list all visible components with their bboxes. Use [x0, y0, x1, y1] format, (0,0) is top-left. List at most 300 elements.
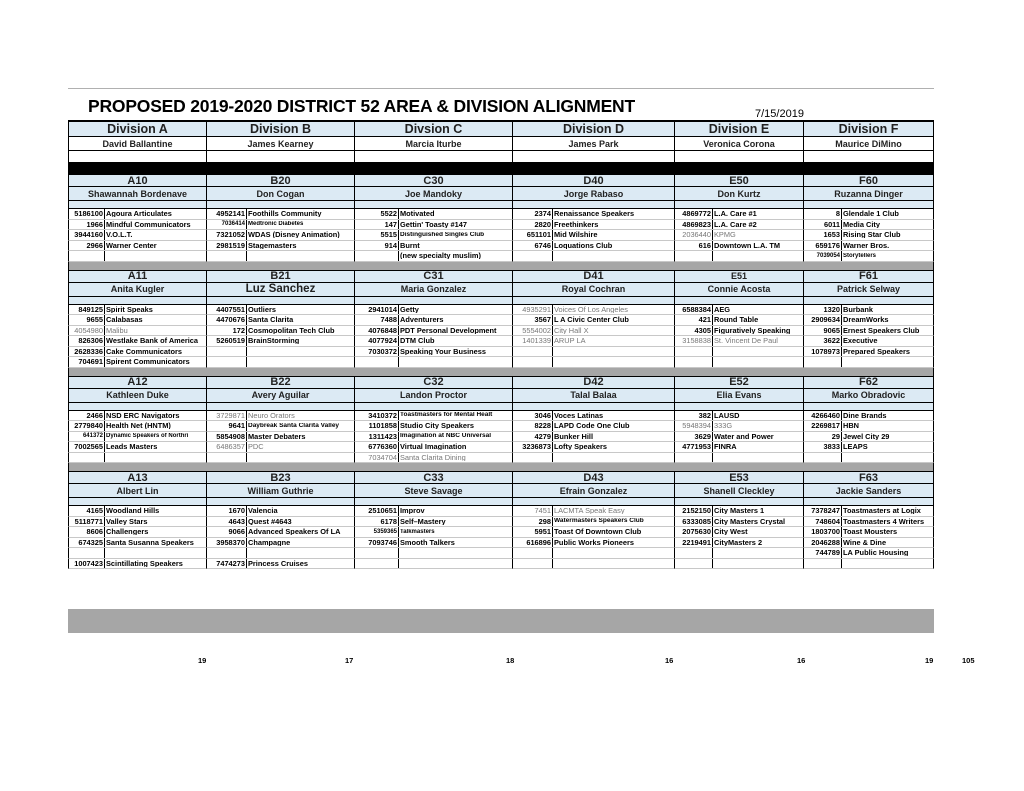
club-number: 2628336	[69, 347, 105, 357]
club-cell	[68, 517, 207, 528]
club-cell	[207, 241, 355, 252]
club-row	[68, 220, 934, 231]
club-name: 333G	[714, 422, 733, 430]
area-director: Shawannah Bordenave	[68, 187, 207, 201]
area-gap-cell	[513, 297, 675, 305]
club-cell	[355, 506, 513, 517]
club-cell	[513, 432, 675, 443]
area-director: Steve Savage	[355, 484, 513, 498]
club-number: 4869772	[675, 209, 713, 219]
area-director-row	[68, 187, 934, 201]
club-number	[675, 251, 713, 261]
club-cell	[804, 548, 934, 559]
club-name: LEAPS	[843, 443, 868, 451]
club-cell	[513, 230, 675, 241]
club-cell	[68, 559, 207, 570]
club-name: Talkmasters	[400, 528, 435, 535]
club-name: Distinguished Singles Club	[400, 231, 485, 238]
area-header-row	[68, 376, 934, 389]
club-name: Toastmasters for Mental Healt	[400, 412, 493, 418]
club-name: St. Vincent De Paul	[714, 337, 778, 345]
club-number: 4279	[513, 432, 553, 442]
club-name: Public Works Pioneers	[554, 538, 634, 546]
club-cell	[513, 220, 675, 231]
area-director: Avery Aguilar	[207, 389, 355, 403]
club-name: Health Net (HNTM)	[106, 422, 171, 430]
club-name: Santa Susanna Speakers	[106, 538, 194, 546]
club-name: Gettin' Toasty #147	[400, 220, 467, 228]
area-gap-row	[68, 297, 934, 305]
club-cell	[355, 336, 513, 347]
club-number: 8606	[69, 527, 105, 537]
club-cell	[804, 251, 934, 262]
club-number: 3622	[804, 336, 842, 346]
area-label: B20	[207, 175, 355, 187]
club-cell	[675, 559, 804, 570]
club-cell	[68, 336, 207, 347]
club-cell	[675, 241, 804, 252]
divider-bar	[68, 163, 934, 174]
area-director-row	[68, 389, 934, 403]
club-number: 2046288	[804, 538, 842, 548]
club-name: Toastmasters 4 Writers	[843, 517, 925, 525]
club-cell	[804, 421, 934, 432]
club-number: 748604	[804, 517, 842, 527]
club-name: Daybreak Santa Clarita Valley	[248, 422, 340, 429]
footer-band	[68, 609, 934, 633]
club-number: 2981519	[207, 241, 247, 251]
club-name: LACMTA Speak Easy	[554, 507, 625, 515]
club-cell	[68, 241, 207, 252]
club-number: 4077924	[355, 336, 399, 346]
area-label: C33	[355, 472, 513, 484]
club-cell	[513, 305, 675, 316]
club-number: 1653	[804, 230, 842, 240]
club-name: Round Table	[714, 316, 759, 324]
club-number: 3158838	[675, 336, 713, 346]
club-number: 2269817	[804, 421, 842, 431]
club-cell	[207, 326, 355, 337]
area-separator	[68, 368, 934, 376]
club-row	[68, 411, 934, 422]
club-cell	[207, 432, 355, 443]
division-header-row	[68, 120, 934, 137]
area-label: F60	[804, 175, 934, 187]
club-number	[355, 251, 399, 261]
club-number: 7030372	[355, 347, 399, 357]
area-gap-row	[68, 201, 934, 209]
club-number: 616	[675, 241, 713, 251]
area-label: F61	[804, 271, 934, 283]
area-gap-cell	[804, 498, 934, 506]
club-cell	[68, 220, 207, 231]
club-name: Agoura Articulates	[106, 210, 172, 218]
club-number: 674325	[69, 538, 105, 548]
club-number	[355, 559, 399, 569]
club-name: Malibu	[106, 326, 128, 334]
club-name: ARUP LA	[554, 337, 586, 345]
area-label: A10	[68, 175, 207, 187]
club-name: Voces Latinas	[554, 411, 604, 419]
club-name: WDAS (Disney Animation)	[248, 231, 340, 239]
area-gap-cell	[355, 201, 513, 209]
club-number	[675, 453, 713, 463]
club-cell	[804, 209, 934, 220]
division-director: Maurice DiMino	[804, 137, 934, 151]
club-cell	[68, 421, 207, 432]
club-cell	[804, 241, 934, 252]
division-club-count: 18	[506, 656, 515, 665]
club-cell	[355, 442, 513, 453]
area-header-row	[68, 270, 934, 283]
club-number: 4054980	[69, 326, 105, 336]
club-cell	[804, 347, 934, 358]
club-name: PDT Personal Development	[400, 326, 497, 334]
division-label: Division E	[675, 122, 804, 137]
club-number: 7034704	[355, 453, 399, 463]
club-cell	[207, 357, 355, 368]
club-name: City Masters Crystal	[714, 517, 786, 525]
club-number: 1101858	[355, 421, 399, 431]
club-cell	[207, 538, 355, 549]
club-row	[68, 357, 934, 368]
area-director: Jorge Rabaso	[513, 187, 675, 201]
division-label: Division B	[207, 122, 355, 137]
club-number: 7002565	[69, 442, 105, 452]
club-cell	[675, 347, 804, 358]
club-cell	[513, 559, 675, 570]
area-gap-cell	[804, 297, 934, 305]
club-name: Loquations Club	[554, 241, 613, 249]
club-number	[69, 453, 105, 463]
club-number: 6011	[804, 220, 842, 230]
club-number: 6333085	[675, 517, 713, 527]
club-cell	[355, 241, 513, 252]
club-number	[513, 548, 553, 558]
club-name: DreamWorks	[843, 316, 889, 324]
club-name: Burnt	[400, 241, 420, 249]
club-name: LA Public Housing	[843, 549, 909, 557]
club-cell	[804, 453, 934, 464]
club-name: City Hall X	[554, 326, 589, 334]
club-number: 4470676	[207, 315, 247, 325]
club-number	[513, 453, 553, 463]
club-name: Downtown L.A. TM	[714, 241, 781, 249]
club-number	[207, 548, 247, 558]
club-number	[513, 559, 553, 569]
club-cell	[513, 411, 675, 422]
club-number	[355, 357, 399, 367]
club-cell	[355, 220, 513, 231]
division-club-count: 16	[797, 656, 806, 665]
club-cell	[513, 357, 675, 368]
area-block	[68, 174, 934, 262]
club-cell	[68, 326, 207, 337]
area-gap-cell	[675, 403, 804, 411]
club-number: 3410372	[355, 411, 399, 421]
area-director: Ruzanna Dinger	[804, 187, 934, 201]
club-name: Mid Wilshire	[554, 231, 598, 239]
area-director: Patrick Selway	[804, 283, 934, 297]
club-number: 421	[675, 315, 713, 325]
club-row	[68, 442, 934, 453]
club-name: CityMasters 2	[714, 538, 763, 546]
club-number: 3046	[513, 411, 553, 421]
club-number: 9065	[804, 326, 842, 336]
division-club-count: 19	[925, 656, 934, 665]
area-label: B23	[207, 472, 355, 484]
area-label: E50	[675, 175, 804, 187]
club-number: 2779840	[69, 421, 105, 431]
club-cell	[207, 347, 355, 358]
area-director: Don Cogan	[207, 187, 355, 201]
club-number: 744789	[804, 548, 842, 558]
club-name: Warner Center	[106, 241, 157, 249]
club-name: Spirent Communicators	[106, 358, 190, 366]
blank-row	[68, 151, 934, 163]
club-cell	[207, 548, 355, 559]
club-row	[68, 517, 934, 528]
club-number: 6178	[355, 517, 399, 527]
club-row	[68, 209, 934, 220]
club-cell	[355, 230, 513, 241]
area-block	[68, 270, 934, 368]
area-director-row	[68, 484, 934, 498]
club-name: LAUSD	[714, 411, 740, 419]
division-club-count: 16	[665, 656, 674, 665]
club-name: Scintillating Speakers	[106, 559, 183, 567]
club-cell	[355, 209, 513, 220]
club-name: Voices Of Los Angeles	[554, 305, 628, 313]
club-number: 1401339	[513, 336, 553, 346]
club-cell	[675, 336, 804, 347]
club-number: 2966	[69, 241, 105, 251]
club-number: 5854908	[207, 432, 247, 442]
club-cell	[68, 251, 207, 262]
club-cell	[675, 442, 804, 453]
club-number: 172	[207, 326, 247, 336]
club-cell	[68, 538, 207, 549]
club-cell	[804, 230, 934, 241]
club-cell	[207, 230, 355, 241]
club-number: 5515	[355, 230, 399, 240]
club-number	[513, 357, 553, 367]
club-name: Foothills Community	[248, 210, 322, 218]
club-cell	[804, 432, 934, 443]
area-label: E52	[675, 377, 804, 389]
club-number: 1670	[207, 506, 247, 516]
club-name: Santa Clarita	[248, 316, 294, 324]
club-cell	[675, 220, 804, 231]
club-name: Ernest Speakers Club	[843, 326, 920, 334]
club-name: Executive	[843, 337, 878, 345]
club-number	[69, 251, 105, 261]
club-cell	[675, 527, 804, 538]
club-number: 4165	[69, 506, 105, 516]
area-gap-cell	[804, 201, 934, 209]
club-number: 5359365	[355, 527, 399, 537]
club-cell	[804, 220, 934, 231]
area-gap-cell	[804, 403, 934, 411]
area-gap-cell	[675, 201, 804, 209]
club-name: Santa Clarita Dining	[400, 453, 466, 461]
area-label: B22	[207, 377, 355, 389]
club-name: Wine & Dine	[843, 538, 887, 546]
club-cell	[804, 411, 934, 422]
club-cell	[355, 315, 513, 326]
club-cell	[513, 336, 675, 347]
club-number: 1078973	[804, 347, 842, 357]
division-director: James Park	[513, 137, 675, 151]
club-name: Renaissance Speakers	[554, 210, 635, 218]
club-name: Toastmasters at Logix	[843, 507, 921, 515]
club-name: Westlake Bank of America	[106, 337, 199, 345]
area-label: C32	[355, 377, 513, 389]
club-cell	[804, 336, 934, 347]
club-name: Master Debaters	[248, 432, 306, 440]
club-number	[675, 559, 713, 569]
area-gap-cell	[675, 297, 804, 305]
club-cell	[355, 251, 513, 262]
club-row	[68, 305, 934, 316]
club-name: Cake Communicators	[106, 347, 182, 355]
club-number: 1007423	[69, 559, 105, 569]
division-label: Division D	[513, 122, 675, 137]
club-cell	[207, 315, 355, 326]
club-cell	[355, 411, 513, 422]
club-number: 6486357	[207, 442, 247, 452]
area-block	[68, 471, 934, 569]
club-number	[513, 347, 553, 357]
club-row	[68, 230, 934, 241]
club-name: Smooth Talkers	[400, 538, 455, 546]
area-label: A13	[68, 472, 207, 484]
club-number: 4643	[207, 517, 247, 527]
club-name: Media City	[843, 220, 880, 228]
club-number: 2036440	[675, 230, 713, 240]
blank-cell	[513, 151, 675, 163]
club-cell	[804, 517, 934, 528]
club-cell	[355, 305, 513, 316]
club-cell	[675, 315, 804, 326]
club-row	[68, 538, 934, 549]
club-number: 5948394	[675, 421, 713, 431]
blank-cell	[68, 151, 207, 163]
club-cell	[68, 305, 207, 316]
area-director: Joe Mandoky	[355, 187, 513, 201]
club-number: 4266460	[804, 411, 842, 421]
club-name: BrainStorming	[248, 337, 300, 345]
club-cell	[513, 548, 675, 559]
club-number: 2466	[69, 411, 105, 421]
club-cell	[675, 326, 804, 337]
club-name: LAPD Code One Club	[554, 422, 630, 430]
club-number: 3236873	[513, 442, 553, 452]
area-director: Efrain Gonzalez	[513, 484, 675, 498]
club-number: 298	[513, 517, 553, 527]
club-number: 2075630	[675, 527, 713, 537]
club-name: Medtronic Diabetes	[248, 221, 304, 228]
club-name: Dynamic Speakers of Northri	[106, 433, 189, 440]
club-cell	[207, 559, 355, 570]
club-row	[68, 347, 934, 358]
area-label: A12	[68, 377, 207, 389]
club-cell	[68, 411, 207, 422]
club-name: Leads Masters	[106, 443, 158, 451]
club-row	[68, 527, 934, 538]
club-cell	[804, 538, 934, 549]
club-number: 8228	[513, 421, 553, 431]
club-cell	[355, 421, 513, 432]
area-gap-cell	[207, 403, 355, 411]
area-label: C31	[355, 271, 513, 283]
club-name: City Masters 1	[714, 507, 765, 515]
club-name: Neuro Orators	[248, 411, 295, 419]
area-label: A11	[68, 271, 207, 283]
club-number	[675, 347, 713, 357]
club-number: 3958370	[207, 538, 247, 548]
division-label: Divsion C	[355, 122, 513, 137]
club-cell	[675, 548, 804, 559]
area-gap-row	[68, 403, 934, 411]
club-number: 5118771	[69, 517, 105, 527]
club-cell	[804, 527, 934, 538]
blank-cell	[804, 151, 934, 163]
club-row	[68, 559, 934, 570]
club-name: Self–Mastery	[400, 517, 446, 525]
division-club-count: 17	[345, 656, 354, 665]
club-cell	[355, 548, 513, 559]
club-cell	[675, 538, 804, 549]
area-gap-cell	[207, 297, 355, 305]
area-gap-cell	[513, 498, 675, 506]
area-label: E51	[675, 271, 804, 283]
area-director: Kathleen Duke	[68, 389, 207, 403]
club-name: AEG	[714, 305, 731, 313]
club-cell	[207, 527, 355, 538]
club-row	[68, 326, 934, 337]
club-row	[68, 453, 934, 464]
area-director: Jackie Sanders	[804, 484, 934, 498]
club-cell	[513, 326, 675, 337]
club-cell	[675, 209, 804, 220]
area-header-row	[68, 471, 934, 484]
club-number	[804, 357, 842, 367]
club-cell	[355, 517, 513, 528]
club-number	[207, 347, 247, 357]
club-cell	[68, 209, 207, 220]
area-label: F63	[804, 472, 934, 484]
club-name: Adventurers	[400, 316, 444, 324]
club-cell	[675, 517, 804, 528]
club-number: 2909634	[804, 315, 842, 325]
club-name: Burbank	[843, 305, 873, 313]
club-cell	[513, 538, 675, 549]
club-cell	[355, 357, 513, 368]
total-club-count: 105	[962, 656, 975, 665]
club-number	[207, 453, 247, 463]
alignment-grid	[68, 120, 934, 569]
club-cell	[804, 506, 934, 517]
club-name: HBN	[843, 422, 860, 430]
club-name: Motivated	[400, 210, 435, 218]
club-cell	[513, 442, 675, 453]
club-cell	[355, 538, 513, 549]
club-number	[675, 357, 713, 367]
club-name: L.A. Care #1	[714, 210, 757, 218]
club-name: Valley Stars	[106, 517, 148, 525]
club-name: Mindful Communicators	[106, 220, 191, 228]
